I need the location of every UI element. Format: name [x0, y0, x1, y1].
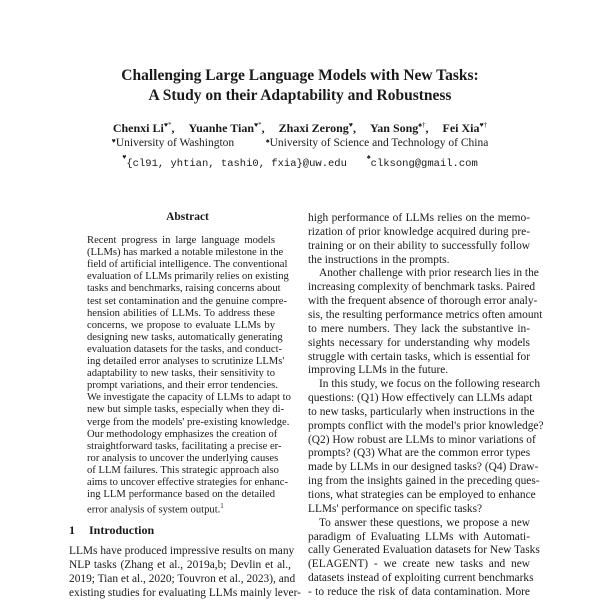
text-line — [308, 558, 530, 571]
text-line — [308, 351, 530, 364]
text-line-content: to new tasks, particularly when instructions in the — [308, 405, 535, 418]
text-line — [69, 559, 291, 572]
text-line-content: We investigate the capacity of LLMs to adapt to — [87, 392, 291, 404]
text-line-content: designing new tasks, automatically generating — [87, 331, 283, 343]
text-line — [87, 343, 283, 356]
text-line — [308, 475, 540, 488]
text-line — [308, 447, 530, 460]
text-line-content: to mere numbers. They lack the substantive in- — [308, 322, 530, 335]
text-line-content: To answer these questions, we propose a new — [319, 516, 530, 529]
text-line — [308, 240, 530, 253]
text-line — [308, 364, 530, 377]
text-line — [87, 307, 275, 320]
email-uw[interactable]: {cl91, yhtian, tashi0, fxia}@uw.edu — [126, 158, 347, 170]
text-line — [308, 433, 536, 447]
section-heading-introduction — [69, 523, 154, 538]
text-line-content: of LLM failures. This strategic approach also — [87, 464, 279, 476]
text-line — [87, 428, 278, 441]
text-line-content: existing studies for evaluating LLMs mainly lever- — [69, 586, 301, 599]
text-line — [87, 476, 288, 489]
text-line — [308, 544, 540, 557]
text-line — [308, 531, 530, 544]
text-line-content: struggle with certain tasks, which is essential for — [308, 350, 530, 363]
author-list — [0, 121, 600, 136]
text-line-content: made by LLMs in our designed tasks? (Q4) Draw- — [308, 461, 539, 474]
section-title: Introduction — [89, 523, 155, 537]
text-line-content: 2019; Tian et al., 2020; Touvron et al., 2023), and — [69, 572, 296, 585]
text-line-content: ing detailed error analyses to scrutinize LLMs' — [87, 356, 285, 367]
text-line-content: evaluation of LLMs primarily relies on existing — [87, 271, 289, 283]
text-line-content: prompts? (Q3) What are the common error types — [308, 447, 531, 460]
text-line-content: cally Generated Evaluation datasets for New Tasks — [308, 544, 540, 557]
affiliation-ustc: University of Science and Technology of China — [269, 137, 489, 149]
text-line — [308, 419, 544, 433]
text-line-content: improving LLMs in the future. — [308, 364, 449, 377]
text-line — [87, 258, 288, 271]
text-line-content: ror analysis to uncover the underlying causes — [87, 452, 279, 464]
text-line-content: LLMs' performance on specific tasks? — [308, 502, 483, 515]
text-line-content: Recent progress in large language models — [87, 235, 275, 246]
text-line-content: LLMs have produced impressive results on many — [69, 545, 295, 557]
text-line-content: ing LLM performance based on the detailed — [87, 489, 275, 501]
text-line — [308, 281, 536, 294]
text-line — [87, 500, 275, 517]
text-line — [87, 452, 279, 465]
text-line-content: training or on their ability to successfully follow — [308, 239, 530, 252]
author: Chenxi Li♥*, — [112, 121, 175, 135]
text-line — [308, 586, 530, 599]
email-mark: ♠ — [366, 153, 371, 161]
text-line-content: new but simple tasks, especially when they di- — [87, 404, 285, 416]
text-line-content: tasks and benchmarks, raising concerns about — [87, 283, 281, 295]
text-line-content: test set contamination and the genuine compre- — [87, 295, 288, 307]
text-line — [87, 464, 279, 477]
author-marks: ♥* — [254, 121, 262, 129]
affiliation-mark: ♥ — [111, 137, 116, 145]
text-line-content: questions: (Q1) How effectively can LLMs adapt — [308, 392, 533, 405]
paper-title-line1: Challenging Large Language Models with New Tasks: — [121, 67, 479, 84]
author-marks: ♥* — [163, 121, 172, 129]
text-line-content: sights necessary for understanding why models — [308, 336, 530, 349]
text-line — [87, 295, 288, 308]
paper-title-line2: A Study on their Adaptability and Robustness — [148, 87, 452, 104]
text-line — [69, 545, 295, 558]
author-name: Fei Xia — [442, 121, 480, 135]
text-line — [87, 355, 285, 368]
text-line — [308, 254, 530, 267]
text-line — [87, 403, 285, 416]
text-line — [87, 319, 275, 332]
text-line-content: rization of prior knowledge acquired during pre- — [308, 225, 530, 238]
text-line — [308, 461, 539, 474]
text-line-content: (LLMs) has marked a notable milestone in the — [87, 247, 284, 259]
text-line — [308, 392, 533, 405]
text-line-content: NLP tasks (Zhang et al., 2019a,b; Devlin et al., — [69, 558, 291, 571]
text-line — [308, 572, 534, 585]
text-line — [308, 295, 538, 308]
author-marks: ♥† — [479, 121, 488, 129]
emails — [0, 153, 600, 171]
text-line-content: straightforward tasks, facilitating a precise er- — [87, 440, 282, 452]
text-line — [87, 282, 281, 295]
text-line-content: prompts conflict with the model's prior knowledge? — [308, 419, 544, 432]
text-line — [69, 572, 296, 586]
text-line-content: Our methodology emphasizes the creation of — [87, 428, 278, 440]
author: Yan Song♠†, — [369, 121, 429, 135]
text-line — [87, 246, 284, 259]
text-line — [308, 308, 543, 322]
author: Yuanhe Tian♥*, — [188, 121, 265, 135]
text-line — [69, 586, 301, 600]
text-line-content: verge from the models' pre-existing knowledge. — [87, 416, 290, 428]
text-line-content: In this study, we focus on the following research — [319, 378, 541, 391]
text-line — [87, 331, 283, 344]
author-name: Yuanhe Tian — [188, 121, 254, 135]
email-gmail[interactable]: clksong@gmail.com — [370, 158, 478, 170]
text-line — [308, 323, 530, 336]
text-line — [87, 440, 282, 453]
author-marks: ♠† — [418, 121, 426, 129]
text-line — [87, 270, 289, 283]
text-line-content: aims to uncover effective strategies for enhanc- — [87, 477, 288, 488]
text-line — [87, 367, 275, 380]
text-line-content: error analysis of system output. — [87, 504, 221, 516]
text-line-content: (Q2) How robust are LLMs to minor variations of — [308, 433, 536, 446]
text-line — [308, 503, 530, 516]
text-line-content: evaluation datasets for the tasks, and conduct- — [87, 343, 283, 355]
text-line — [319, 267, 539, 280]
text-line — [308, 489, 536, 502]
text-line — [319, 517, 530, 530]
text-line — [87, 416, 290, 429]
email-mark: ♥ — [122, 153, 127, 161]
text-line-content: adaptability to new tasks, their sensitivity to — [87, 368, 275, 380]
text-line — [87, 379, 278, 392]
text-line-content: field of artificial intelligence. The conventional — [87, 259, 288, 271]
text-line-content: increasing complexity of benchmark tasks. Paired — [308, 281, 536, 294]
text-line-content: concerns, we propose to evaluate LLMs by — [87, 319, 275, 331]
author — [443, 121, 488, 135]
text-line-content: with the frequent absence of thorough error analy- — [308, 295, 538, 308]
text-line — [308, 337, 530, 350]
author-name: Yan Song — [369, 121, 419, 135]
text-line — [308, 212, 530, 225]
author: Zhaxi Zerong♥, — [278, 121, 356, 135]
text-line — [308, 226, 530, 239]
text-line-content: datasets instead of exploiting current benchmarks — [308, 572, 534, 585]
affiliations — [0, 137, 600, 149]
text-line — [87, 234, 275, 247]
text-line-content: (ELAGENT) - we create new tasks and new — [308, 558, 530, 571]
text-line — [87, 391, 291, 404]
section-number: 1 — [69, 523, 75, 537]
footnote-mark[interactable]: 1 — [220, 502, 224, 511]
text-line-content: paradigm of Evaluating LLMs with Automati- — [308, 530, 530, 543]
author-name: Zhaxi Zerong — [278, 121, 349, 135]
text-line-content: high performance of LLMs relies on the memo- — [308, 212, 530, 224]
text-line-content: - to reduce the risk of data contamination. More — [308, 585, 530, 598]
text-line-content: prompt variations, and their error tendencies. — [87, 380, 278, 392]
affiliation-uw: University of Washington — [115, 137, 235, 149]
author-marks: ♥ — [348, 121, 353, 129]
abstract-heading: Abstract — [166, 211, 209, 223]
text-line — [308, 405, 535, 419]
text-line — [87, 488, 275, 501]
text-line-content: Another challenge with prior research lies in the — [319, 267, 539, 280]
text-line-content: hension abilities of LLMs. To address these — [87, 307, 275, 319]
text-line-content: the instructions in the prompts. — [308, 253, 450, 266]
text-line-content: ing from the insights gained in the preceding ques- — [308, 475, 540, 488]
affiliation-mark: ♠ — [265, 137, 270, 145]
text-line-content: sis, the resulting performance metrics often amount — [308, 308, 543, 321]
author-name: Chenxi Li — [112, 121, 164, 135]
text-line — [319, 378, 541, 391]
text-line-content: tions, what strategies can be employed to enhance — [308, 489, 536, 501]
